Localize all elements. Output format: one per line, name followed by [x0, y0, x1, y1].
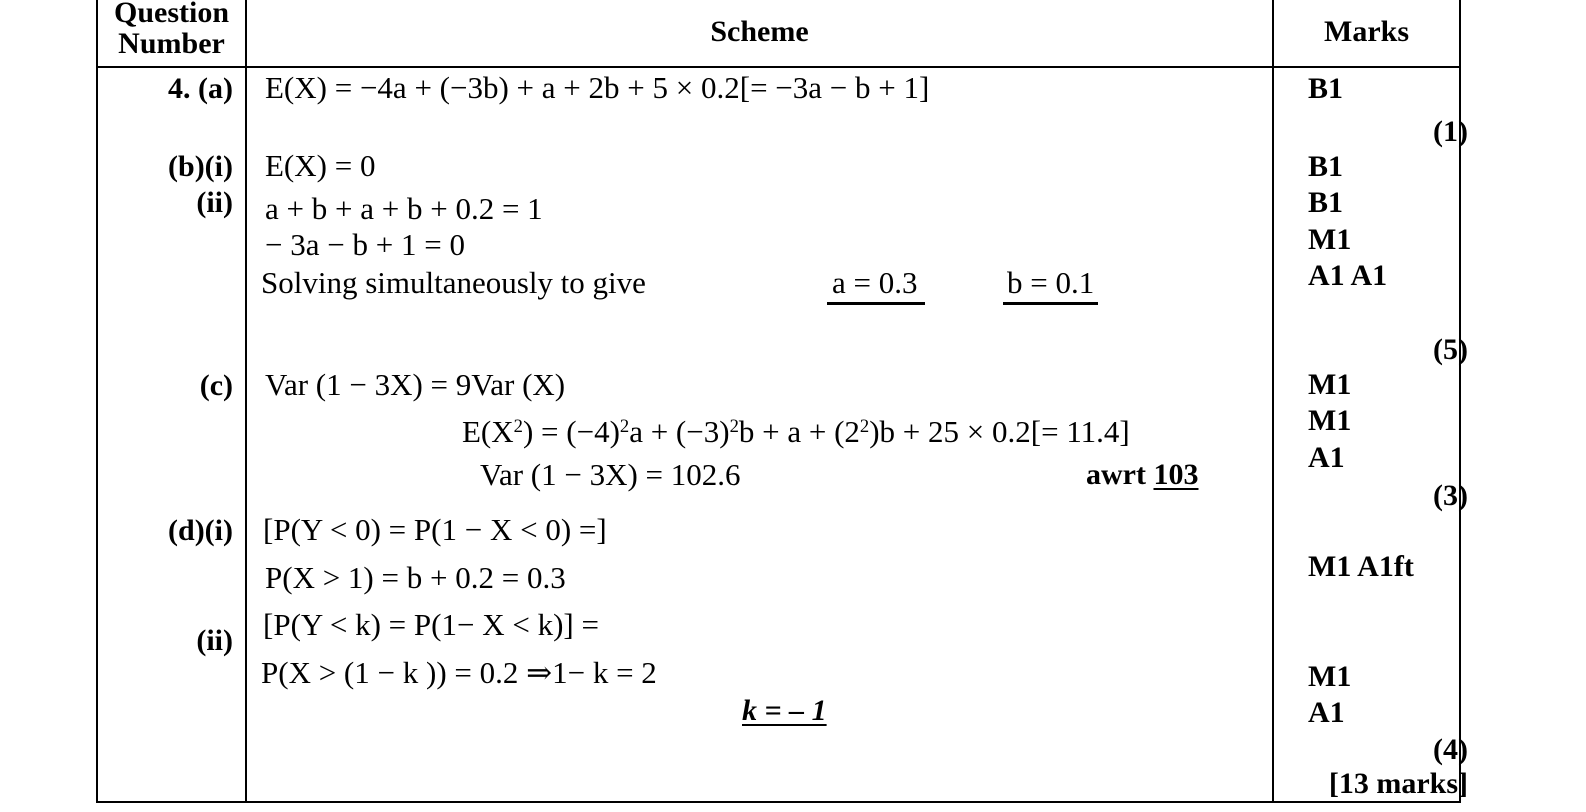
c-line2-sup4: 2 — [859, 415, 870, 437]
scheme-c-line1: Var (1 − 3X) = 9Var (X) — [265, 367, 566, 402]
scheme-d-line4: P(X > (1 − k )) = 0.2 ⇒1− k = 2 — [261, 655, 657, 690]
header-rule — [96, 66, 1461, 68]
mark-d3: A1 — [1308, 696, 1345, 729]
c-line2-sup3: 2 — [729, 415, 739, 437]
header-question-line2: Number — [118, 27, 225, 60]
mark-c3: A1 — [1308, 441, 1345, 474]
table-border-left — [96, 0, 98, 803]
header-question-line1: Question — [113, 0, 230, 29]
label-d-ii: (ii) — [196, 624, 233, 657]
c-line2-mid1: ) = (−4) — [522, 414, 620, 449]
mark-b2: B1 — [1308, 186, 1344, 219]
label-b-ii: (ii) — [196, 186, 233, 219]
scheme-d-line1: [P(Y < 0) = P(1 − X < 0) =] — [263, 512, 607, 547]
column-divider-1 — [245, 0, 247, 803]
label-d-i: (d)(i) — [168, 514, 233, 547]
header-marks: Marks — [1324, 15, 1409, 48]
answer-b-underline — [1003, 302, 1098, 305]
table-border-bottom — [96, 801, 1461, 803]
header-question-number — [98, 0, 245, 59]
mark-grand-total: [13 marks] — [1328, 767, 1468, 800]
mark-c2: M1 — [1308, 404, 1352, 437]
mark-d-total: (4) — [1433, 733, 1468, 766]
c-line2-post: )b + 25 × 0.2[= 11.4] — [869, 414, 1130, 449]
scheme-d-line3: [P(Y < k) = P(1− X < k)] = — [263, 607, 599, 642]
label-b-i: (b)(i) — [168, 150, 233, 183]
mark-a-total: (1) — [1433, 115, 1468, 148]
mark-b1: B1 — [1308, 150, 1344, 183]
mark-a: B1 — [1308, 72, 1344, 105]
scheme-b-line3: − 3a − b + 1 = 0 — [265, 227, 465, 262]
column-divider-2 — [1272, 0, 1274, 803]
mark-d1: M1 A1ft — [1308, 550, 1414, 583]
answer-a: a = 0.3 — [832, 265, 918, 300]
awrt-value: 103 — [1153, 458, 1199, 491]
answer-a-underline — [827, 302, 925, 305]
c-line2-pre: E(X — [462, 414, 514, 449]
scheme-c-awrt — [1086, 458, 1198, 492]
scheme-b-line4: Solving simultaneously to give — [261, 265, 646, 300]
c-line2-sup2: 2 — [619, 415, 630, 437]
scheme-b-line2: a + b + a + b + 0.2 = 1 — [265, 191, 543, 226]
mark-c-total: (3) — [1433, 479, 1468, 512]
c-line2-mid3: b + a + (2 — [738, 414, 860, 449]
mark-c1: M1 — [1308, 368, 1352, 401]
scheme-c-line2 — [462, 414, 1130, 450]
label-c: (c) — [199, 369, 233, 402]
answer-b: b = 0.1 — [1007, 265, 1095, 300]
c-line2-sup1: 2 — [513, 415, 523, 437]
mark-b-total: (5) — [1433, 333, 1468, 366]
header-scheme: Scheme — [710, 15, 809, 48]
label-4a: 4. (a) — [168, 72, 233, 105]
mark-d2: M1 — [1308, 660, 1352, 693]
scheme-d-line2: P(X > 1) = b + 0.2 = 0.3 — [265, 560, 566, 595]
scheme-c-line3: Var (1 − 3X) = 102.6 — [480, 457, 741, 492]
scheme-b-line1: E(X) = 0 — [265, 148, 376, 183]
mark-b3: M1 — [1308, 223, 1352, 256]
answer-k: k = – 1 — [742, 694, 827, 727]
scheme-a-line: E(X) = −4a + (−3b) + a + 2b + 5 × 0.2[= −3a − b + 1] — [265, 70, 930, 105]
mark-b4: A1 A1 — [1308, 259, 1388, 292]
awrt-label: awrt — [1086, 458, 1154, 491]
c-line2-mid2: a + (−3) — [629, 414, 730, 449]
